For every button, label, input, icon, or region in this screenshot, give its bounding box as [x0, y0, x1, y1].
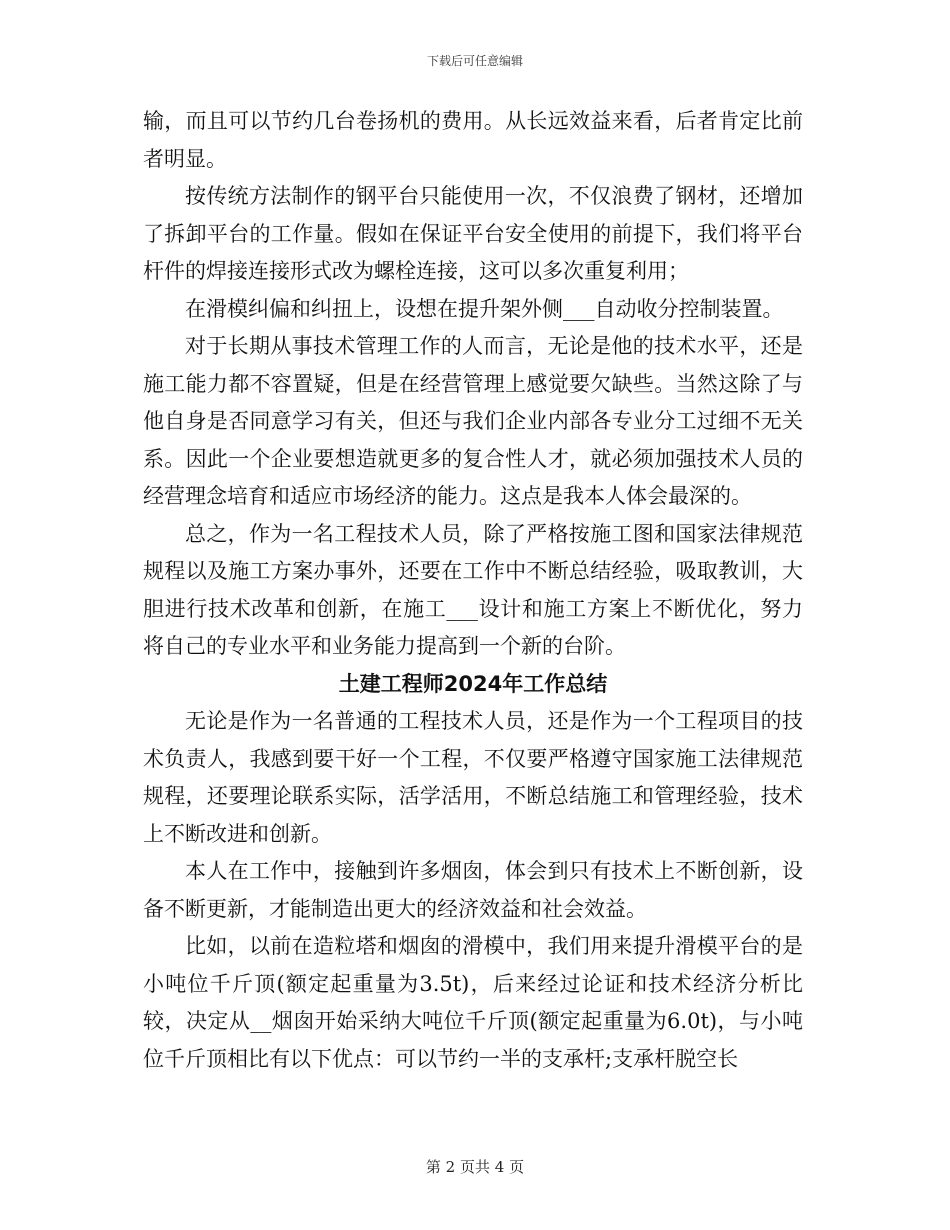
paragraph-chimney: 本人在工作中，接触到许多烟囱，体会到只有技术上不断创新，设备不断更新，才能制造出更大的经济效益和社会效益。: [143, 859, 803, 921]
paragraph-intro: 无论是作为一名普通的工程技术人员，还是作为一个工程项目的技术负责人，我感到要干好一个工程，不仅要严格遵守国家施工法律规范规程，还要理论联系实际，活学活用，不断总结施工和管理经验，技术上不断改进和创新。: [143, 709, 803, 846]
paragraph-jack-example: 比如，以前在造粒塔和烟囱的滑模中，我们用来提升滑模平台的是小吨位千斤顶(额定起重量为3.5t)，后来经过论证和技术经济分析比较，决定从__烟囱开始采纳大吨位千斤顶(额定起重量为6.0t)，与小吨位千斤顶相比有以下优点：可以节约一半的支承杆;支承杆脱空长: [143, 934, 803, 1071]
document-body: [143, 103, 803, 1078]
paragraph-summary: 总之，作为一名工程技术人员，除了严格按施工图和国家法律规范规程以及施工方案办事外，还要在工作中不断总结经验，吸取教训，大胆进行技术改革和创新，在施工___设计和施工方案上不断优化，努力将自己的专业水平和业务能力提高到一个新的台阶。: [143, 521, 803, 658]
paragraph-slipform-correction: 在滑模纠偏和纠扭上，设想在提升架外侧___自动收分控制装置。: [185, 296, 784, 321]
paragraph-steel-platform: 按传统方法制作的钢平台只能使用一次，不仅浪费了钢材，还增加了拆卸平台的工作量。假如在保证平台安全使用的前提下，我们将平台杆件的焊接连接形式改为螺栓连接，这可以多次重复利用；: [143, 184, 803, 283]
page-header: 下载后可任意编辑: [426, 54, 523, 68]
paragraph-continuation: 输，而且可以节约几台卷扬机的费用。从长远效益来看，后者肯定比前者明显。: [143, 109, 803, 171]
paragraph-management: 对于长期从事技术管理工作的人而言，无论是他的技术水平，还是施工能力都不容置疑，但是在经营管理上感觉要欠缺些。当然这除了与他自身是否同意学习有关，但还与我们企业内部各专业分工过细不无关系。因此一个企业要想造就更多的复合性人才，就必须加强技术人员的经营理念培育和适应市场经济的能力。这点是我本人体会最深的。: [143, 334, 803, 508]
section-title: 土建工程师2024年工作总结: [338, 671, 608, 696]
page-footer: 第 2 页共 4 页: [425, 1158, 525, 1176]
